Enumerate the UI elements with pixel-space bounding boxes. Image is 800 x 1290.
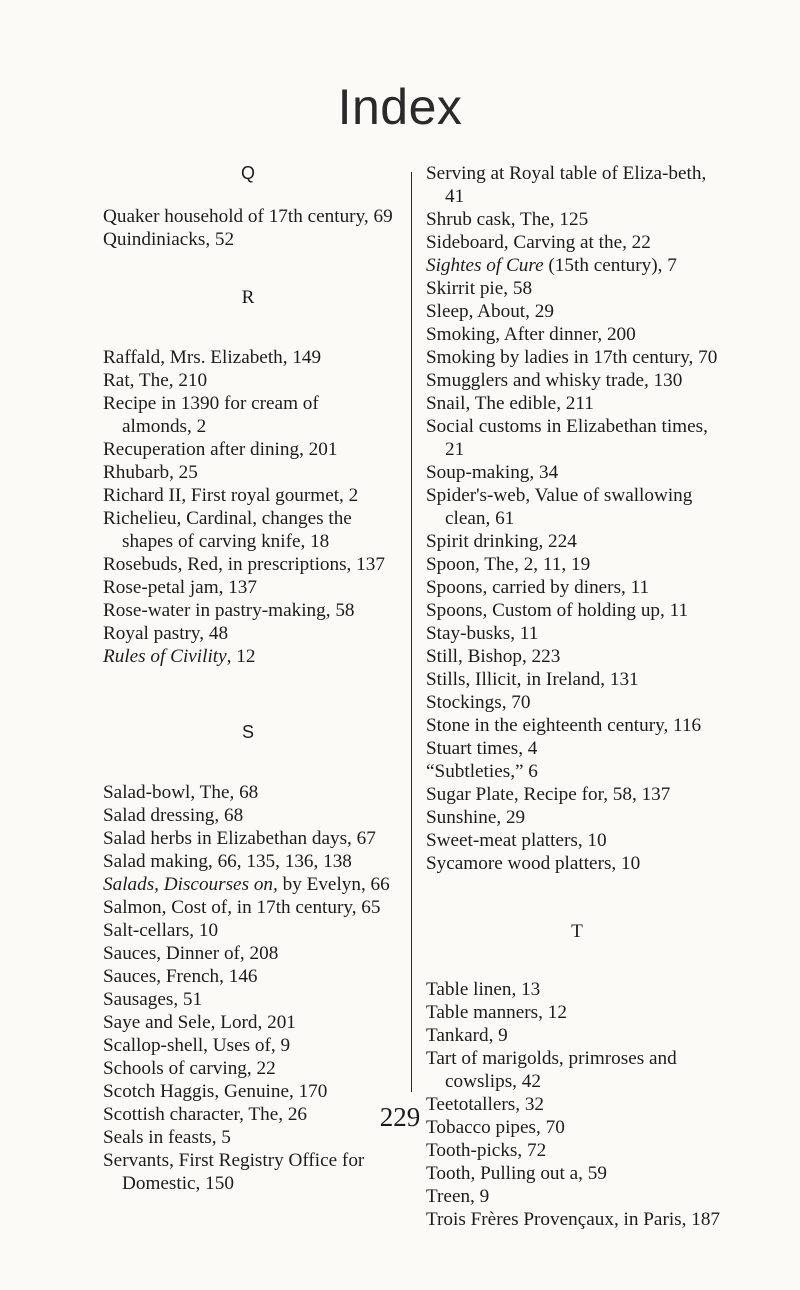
- index-entry: Stills, Illicit, in Ireland, 131: [426, 669, 639, 690]
- index-entry: Sauces, French, 146: [103, 966, 258, 987]
- entry-italic: Rules of Civility: [103, 646, 227, 667]
- index-entry: Spirit drinking, 224: [426, 531, 577, 552]
- left-column: [103, 162, 393, 1195]
- index-entry: [103, 645, 393, 668]
- index-entry: Spider's-web, Value of swallowing clean, 61: [426, 485, 693, 529]
- index-entry: Smugglers and whisky trade, 130: [426, 370, 683, 391]
- index-entry: Rat, The, 210: [103, 370, 208, 391]
- section-s-right-a: [426, 162, 728, 254]
- index-entry: Schools of carving, 22: [103, 1058, 276, 1079]
- index-entry: Servants, First Registry Office for Domestic, 150: [103, 1150, 365, 1194]
- index-entry: Seals in feasts, 5: [103, 1127, 231, 1148]
- index-entry: Recuperation after dining, 201: [103, 439, 338, 460]
- index-entry: Richelieu, Cardinal, changes the shapes of carving knife, 18: [103, 508, 352, 552]
- index-entry: Sugar Plate, Recipe for, 58, 137: [426, 784, 671, 805]
- index-entry: Rhubarb, 25: [103, 462, 198, 483]
- section-s-left-b: [103, 896, 393, 1195]
- index-entry: Stay-busks, 11: [426, 623, 539, 644]
- index-entry: Smoking, After dinner, 200: [426, 324, 636, 345]
- index-entry: Snail, The edible, 211: [426, 393, 594, 414]
- section-s-left-a: [103, 781, 393, 873]
- index-entry: Salmon, Cost of, in 17th century, 65: [103, 897, 381, 918]
- index-entry: [426, 254, 728, 277]
- index-entry: Richard II, First royal gourmet, 2: [103, 485, 359, 506]
- section-letter-r: R: [241, 287, 255, 308]
- index-entry: Recipe in 1390 for cream of almonds, 2: [103, 393, 319, 437]
- index-entry: Table manners, 12: [426, 1002, 567, 1023]
- entry-rest: , 12: [226, 646, 256, 667]
- index-entry: Table linen, 13: [426, 979, 541, 1000]
- index-entry: Saye and Sele, Lord, 201: [103, 1012, 296, 1033]
- index-entry: Rose-water in pastry-making, 58: [103, 600, 355, 621]
- section-r: [103, 346, 393, 645]
- index-entry: Salad making, 66, 135, 136, 138: [103, 851, 352, 872]
- section-letter-s: S: [241, 722, 254, 742]
- index-entry: [103, 873, 393, 896]
- column-divider: [411, 172, 412, 1092]
- section-s-right-b: [426, 277, 728, 875]
- entry-italic: Salads, Discourses on,: [103, 874, 278, 895]
- index-entry: Salad herbs in Elizabethan days, 67: [103, 828, 376, 849]
- index-entry: Spoons, Custom of holding up, 11: [426, 600, 689, 621]
- index-entry: Sleep, About, 29: [426, 301, 554, 322]
- index-entry: Rosebuds, Red, in prescriptions, 137: [103, 554, 385, 575]
- index-entry: Smoking by ladies in 17th century, 70: [426, 347, 718, 368]
- index-entry: Salad-bowl, The, 68: [103, 782, 259, 803]
- index-entry: Teetotallers, 32: [426, 1094, 545, 1115]
- index-entry: Raffald, Mrs. Elizabeth, 149: [103, 347, 322, 368]
- index-entry: Tooth, Pulling out a, 59: [426, 1163, 607, 1184]
- index-entry: Salt-cellars, 10: [103, 920, 219, 941]
- index-entry: Spoons, carried by diners, 11: [426, 577, 650, 598]
- index-entry: Stone in the eighteenth century, 116: [426, 715, 702, 736]
- index-entry: Spoon, The, 2, 11, 19: [426, 554, 591, 575]
- index-entry: Royal pastry, 48: [103, 623, 229, 644]
- index-entry: Salad dressing, 68: [103, 805, 244, 826]
- index-entry: Tart of marigolds, primroses and cowslips, 42: [426, 1048, 677, 1092]
- index-entry: Sauces, Dinner of, 208: [103, 943, 279, 964]
- right-column: [426, 162, 728, 1231]
- index-entry: Soup-making, 34: [426, 462, 559, 483]
- index-entry: Serving at Royal table of Eliza-beth, 41: [426, 163, 707, 207]
- index-entry: Scotch Haggis, Genuine, 170: [103, 1081, 328, 1102]
- section-q: [103, 205, 393, 251]
- index-entry: Stockings, 70: [426, 692, 531, 713]
- index-entry: Quindiniacks, 52: [103, 229, 235, 250]
- index-entry: Tooth-picks, 72: [426, 1140, 547, 1161]
- section-letter-t: T: [571, 921, 583, 942]
- index-entry: Trois Frères Provençaux, in Paris, 187: [426, 1209, 721, 1230]
- index-entry: Treen, 9: [426, 1186, 490, 1207]
- index-entry: Rose-petal jam, 137: [103, 577, 257, 598]
- index-entry: Tobacco pipes, 70: [426, 1117, 565, 1138]
- page-title: Index: [337, 79, 463, 135]
- index-entry: Shrub cask, The, 125: [426, 209, 589, 230]
- index-entry: Stuart times, 4: [426, 738, 538, 759]
- section-letter-q: Q: [240, 163, 255, 183]
- page-number: 229: [379, 1102, 421, 1132]
- index-entry: Scottish character, The, 26: [103, 1104, 308, 1125]
- index-entry: Sweet-meat platters, 10: [426, 830, 607, 851]
- index-entry: Social customs in Elizabethan times, 21: [426, 416, 708, 460]
- index-entry: Tankard, 9: [426, 1025, 508, 1046]
- index-entry: Still, Bishop, 223: [426, 646, 561, 667]
- entry-italic: Sightes of Cure: [426, 255, 544, 276]
- index-entry: Skirrit pie, 58: [426, 278, 533, 299]
- index-entry: Sausages, 51: [103, 989, 203, 1010]
- index-entry: “Subtleties,” 6: [426, 761, 538, 782]
- index-entry: Sideboard, Carving at the, 22: [426, 232, 651, 253]
- index-entry: Sycamore wood platters, 10: [426, 853, 641, 874]
- index-entry: Scallop-shell, Uses of, 9: [103, 1035, 291, 1056]
- index-entry: Quaker household of 17th century, 69: [103, 206, 393, 227]
- entry-rest: (15th century), 7: [543, 255, 677, 276]
- entry-rest: by Evelyn, 66: [277, 874, 390, 895]
- index-entry: Sunshine, 29: [426, 807, 526, 828]
